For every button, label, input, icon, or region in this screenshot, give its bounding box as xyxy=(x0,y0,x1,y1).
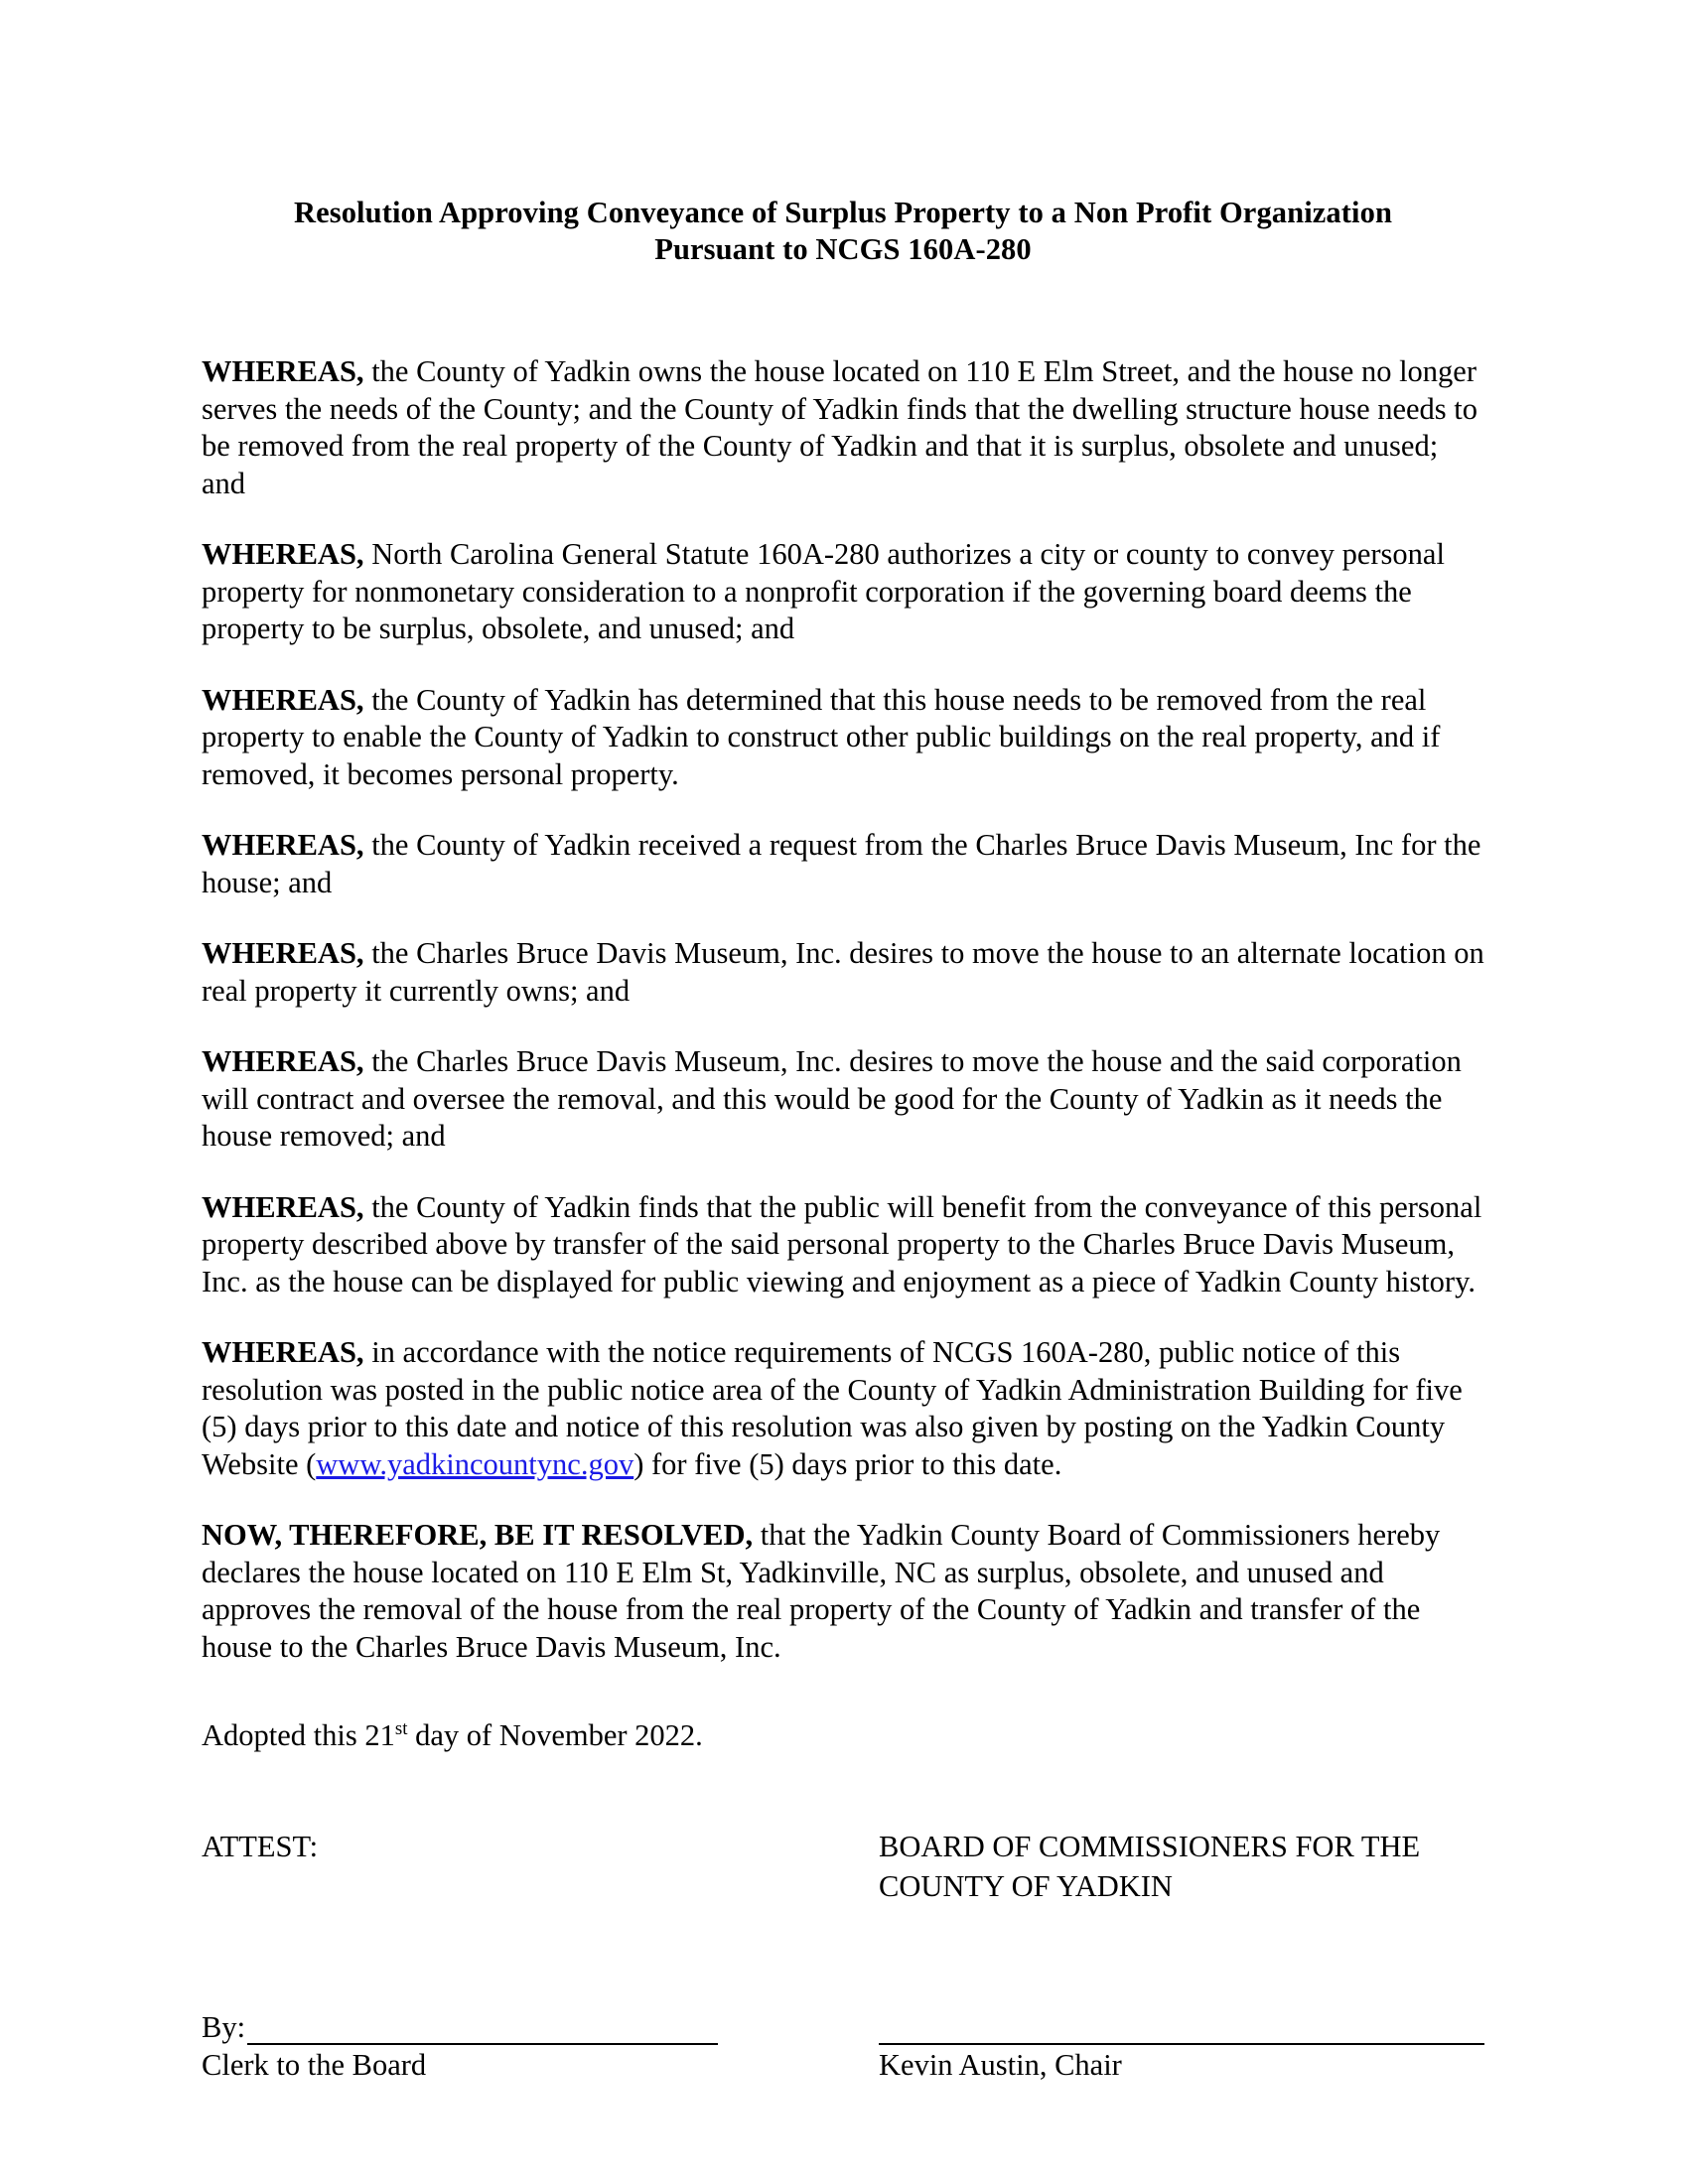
whereas-lead: WHEREAS, xyxy=(202,1189,364,1224)
whereas-paragraph-7 xyxy=(202,1189,1484,1301)
adopted-date-line xyxy=(202,1700,1484,1755)
signature-headings xyxy=(202,1827,1484,1922)
attest-label: ATTEST: xyxy=(202,1829,319,1863)
whereas-lead: WHEREAS, xyxy=(202,1335,364,1369)
clerk-signature-line[interactable] xyxy=(247,2013,718,2045)
notice-text-after-link: ) for five (5) days prior to this date. xyxy=(633,1446,1062,1481)
whereas-paragraph-notice xyxy=(202,1334,1484,1483)
whereas-lead: WHEREAS, xyxy=(202,354,364,388)
clerk-signature-row xyxy=(202,2009,718,2045)
whereas-lead: WHEREAS, xyxy=(202,936,364,970)
page-title xyxy=(202,0,1484,268)
yadkin-county-website-link[interactable]: www.yadkincountync.gov xyxy=(316,1446,634,1481)
chair-signature-group xyxy=(879,2009,1484,2083)
board-heading-line-2: COUNTY OF YADKIN xyxy=(879,1868,1173,1903)
whereas-lead: WHEREAS, xyxy=(202,537,364,571)
whereas-text: the Charles Bruce Davis Museum, Inc. desires to move the house and the said corporation will contract and oversee the removal, and this would be good for the County of Yadkin as it needs the house removed; and xyxy=(202,1044,1462,1153)
whereas-text: the County of Yadkin has determined that this house needs to be removed from the real property to enable the County of Yadkin to construct other public buildings on the real property, and if removed, it becomes personal property. xyxy=(202,682,1441,791)
whereas-text: the Charles Bruce Davis Museum, Inc. desires to move the house to an alternate location on real property it currently owns; and xyxy=(202,936,1484,1008)
clerk-signature-group xyxy=(202,2009,718,2083)
resolution-body xyxy=(202,353,1484,1755)
chair-signature-line[interactable] xyxy=(879,2009,1484,2045)
whereas-paragraph-2 xyxy=(202,536,1484,648)
whereas-paragraph-3 xyxy=(202,682,1484,794)
whereas-paragraph-6 xyxy=(202,1043,1484,1156)
whereas-lead: WHEREAS, xyxy=(202,1044,364,1078)
whereas-text: the County of Yadkin received a request from the Charles Bruce Davis Museum, Inc for the house; and xyxy=(202,828,1481,899)
whereas-paragraph-1 xyxy=(202,353,1484,502)
title-line-1: Resolution Approving Conveyance of Surplus Property to a Non Profit Organization xyxy=(293,196,1393,229)
chair-caption: Kevin Austin, Chair xyxy=(879,2047,1122,2082)
whereas-paragraph-5 xyxy=(202,935,1484,1010)
document-content xyxy=(202,0,1484,2109)
whereas-paragraph-4 xyxy=(202,827,1484,901)
resolved-lead: NOW, THEREFORE, BE IT RESOLVED, xyxy=(202,1518,754,1552)
signature-lines xyxy=(202,2009,1484,2109)
board-heading xyxy=(879,1827,1475,1906)
by-label: By: xyxy=(202,2009,246,2044)
whereas-text: the County of Yadkin finds that the public will benefit from the conveyance of this personal property described above by transfer of the said personal property to the Charles Bruce Davis Museum, Inc. as the house can be displayed for public viewing and enjoyment as a piece of Yadkin County history. xyxy=(202,1189,1482,1298)
whereas-text: North Carolina General Statute 160A-280 authorizes a city or county to convey personal property for nonmonetary consideration to a nonprofit corporation if the governing board deems the property to be surplus, obsolete, and unused; and xyxy=(202,537,1445,645)
board-heading-line-1: BOARD OF COMMISSIONERS FOR THE xyxy=(879,1829,1421,1863)
whereas-lead: WHEREAS, xyxy=(202,828,364,862)
adopted-prefix: Adopted this 21 xyxy=(202,1718,395,1752)
notice-text-before-link: in accordance with the notice requirements of NCGS 160A-280, public notice of this resolution was posted in the public notice area of the County of Yadkin Administration Building for five (5) days prior to this date and notice of this resolution was also given by posting on the Yadkin County Website ( xyxy=(202,1335,1463,1481)
adopted-suffix: day of November 2022. xyxy=(407,1718,703,1752)
resolved-text: that the Yadkin County Board of Commissioners hereby declares the house located on 110 E Elm St, Yadkinville, NC as surplus, obsolete, and unused and approves the removal of the house from the real property of the County of Yadkin and transfer of the house to the Charles Bruce Davis Museum, Inc. xyxy=(202,1518,1441,1664)
title-line-2: Pursuant to NCGS 160A-280 xyxy=(654,232,1032,266)
whereas-text: the County of Yadkin owns the house located on 110 E Elm Street, and the house no longer serves the needs of the County; and the County of Yadkin finds that the dwelling structure house needs to be removed from the real property of the County of Yadkin and that it is surplus, obsolete and unused; and xyxy=(202,354,1478,500)
ordinal-suffix: st xyxy=(394,1717,408,1739)
now-therefore-paragraph xyxy=(202,1517,1484,1666)
whereas-lead: WHEREAS, xyxy=(202,682,364,717)
clerk-caption: Clerk to the Board xyxy=(202,2047,427,2082)
